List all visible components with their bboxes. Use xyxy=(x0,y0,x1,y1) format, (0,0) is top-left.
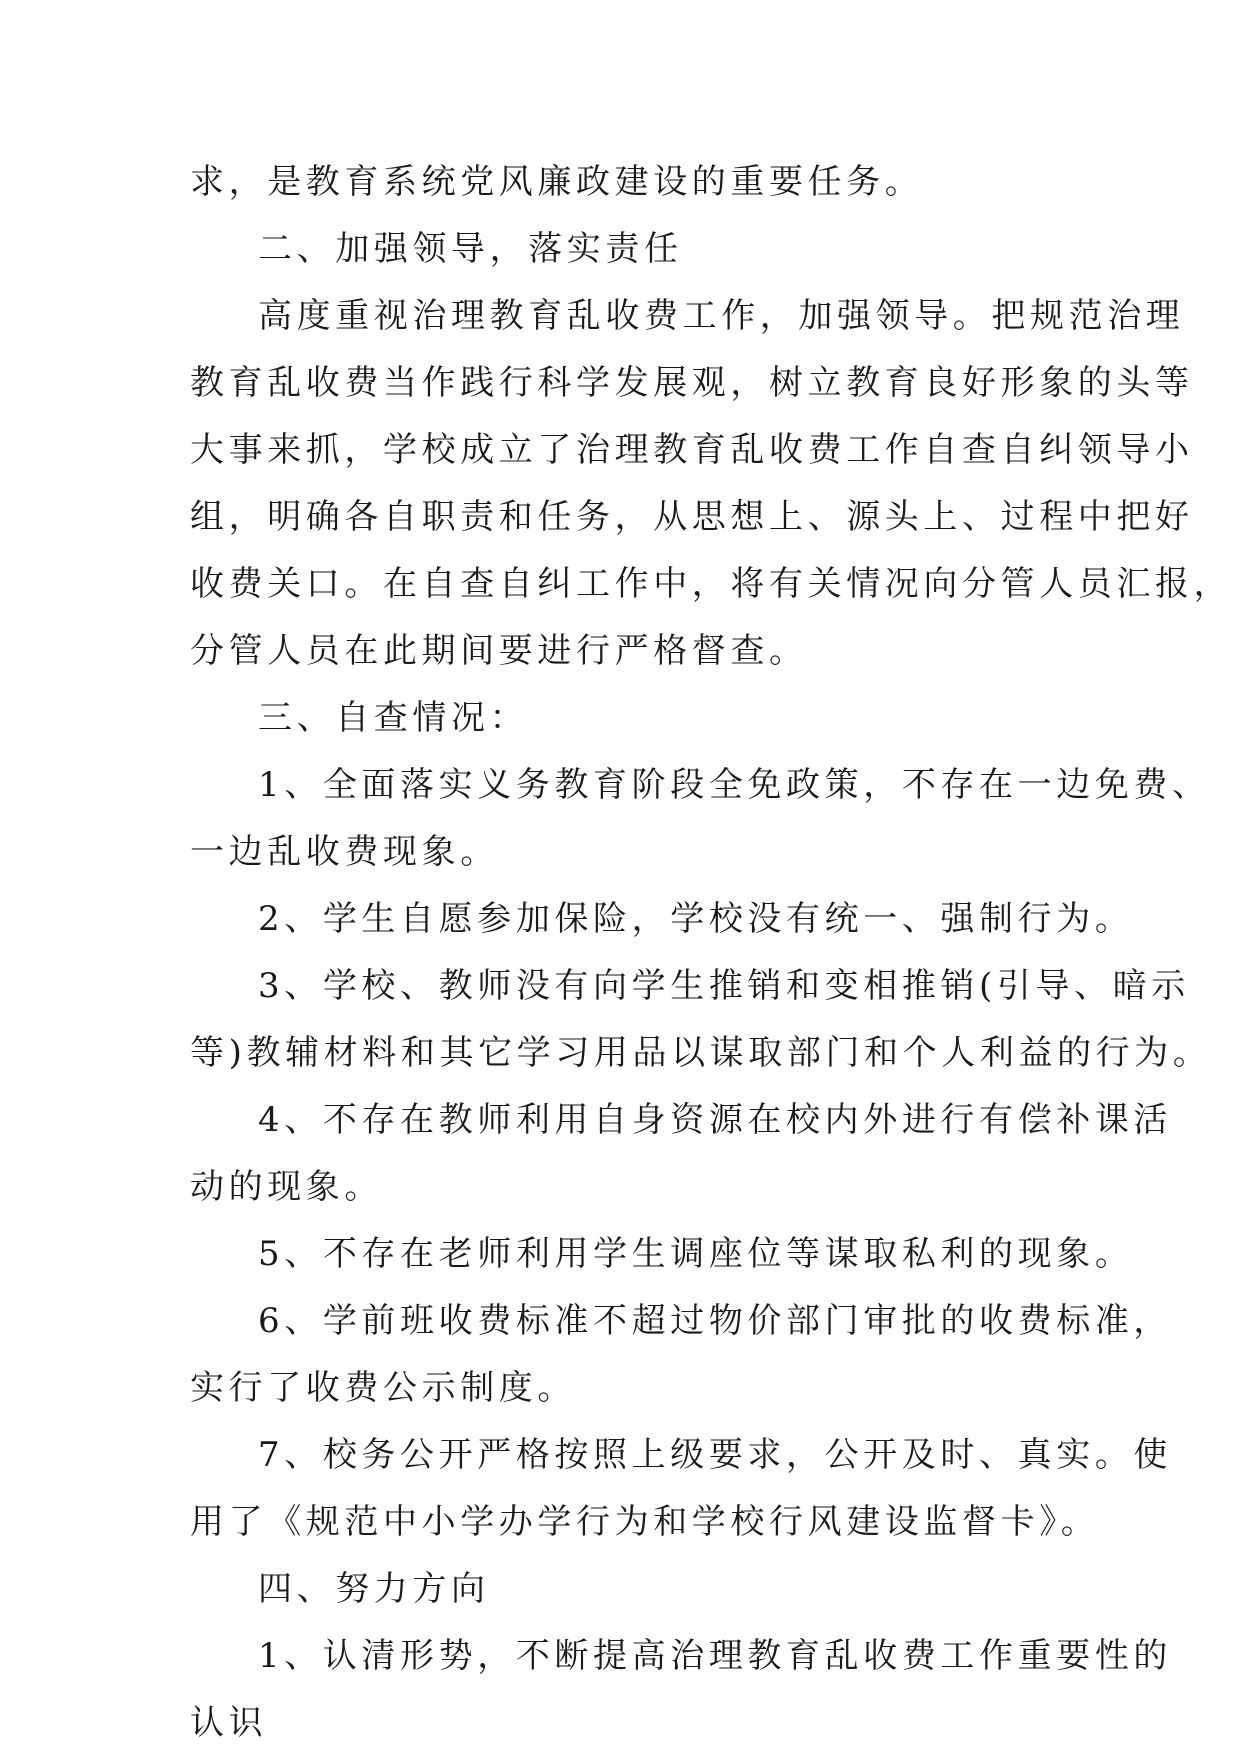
list-item-1-continuation: 认识 xyxy=(190,1703,268,1743)
paragraph-line: 教育乱收费当作践行科学发展观，树立教育良好形象的头等 xyxy=(190,363,1194,403)
list-item-1: 1、认清形势，不断提高治理教育乱收费工作重要性的 xyxy=(258,1636,1173,1676)
list-item-1: 1、全面落实义务教育阶段全免政策，不存在一边免费、 xyxy=(258,765,1211,805)
list-item-2: 2、学生自愿参加保险，学校没有统一、强制行为。 xyxy=(258,899,1134,939)
paragraph-line: 高度重视治理教育乱收费工作，加强领导。把规范治理 xyxy=(258,296,1185,336)
section-heading-4: 四、努力方向 xyxy=(258,1569,490,1609)
list-item-3-continuation: 等)教辅材料和其它学习用品以谋取部门和个人利益的行为。 xyxy=(190,1033,1212,1073)
paragraph-line: 分管人员在此期间要进行严格督查。 xyxy=(190,631,808,671)
list-item-6: 6、学前班收费标准不超过物价部门审批的收费标准， xyxy=(258,1301,1173,1341)
paragraph-line: 收费关口。在自查自纠工作中，将有关情况向分管人员汇报， xyxy=(190,564,1233,604)
document-body xyxy=(190,149,1233,1757)
paragraph-line: 组，明确各自职责和任务，从思想上、源头上、过程中把好 xyxy=(190,497,1194,537)
list-item-4: 4、不存在教师利用自身资源在校内外进行有偿补课活 xyxy=(258,1100,1173,1140)
list-item-6-continuation: 实行了收费公示制度。 xyxy=(190,1368,576,1408)
paragraph-continuation: 求，是教育系统党风廉政建设的重要任务。 xyxy=(190,162,924,202)
section-heading-3: 三、自查情况： xyxy=(258,698,529,738)
list-item-7-continuation: 用了《规范中小学办学行为和学校行风建设监督卡》。 xyxy=(190,1502,1100,1542)
list-item-4-continuation: 动的现象。 xyxy=(190,1167,383,1207)
list-item-3: 3、学校、教师没有向学生推销和变相推销(引导、暗示 xyxy=(258,966,1190,1006)
list-item-1-continuation: 一边乱收费现象。 xyxy=(190,832,499,872)
paragraph-line: 大事来抓，学校成立了治理教育乱收费工作自查自纠领导小 xyxy=(190,430,1194,470)
list-item-7: 7、校务公开严格按照上级要求，公开及时、真实。使 xyxy=(258,1435,1173,1475)
section-heading-2: 二、加强领导，落实责任 xyxy=(258,229,683,269)
list-item-5: 5、不存在老师利用学生调座位等谋取私利的现象。 xyxy=(258,1234,1134,1274)
